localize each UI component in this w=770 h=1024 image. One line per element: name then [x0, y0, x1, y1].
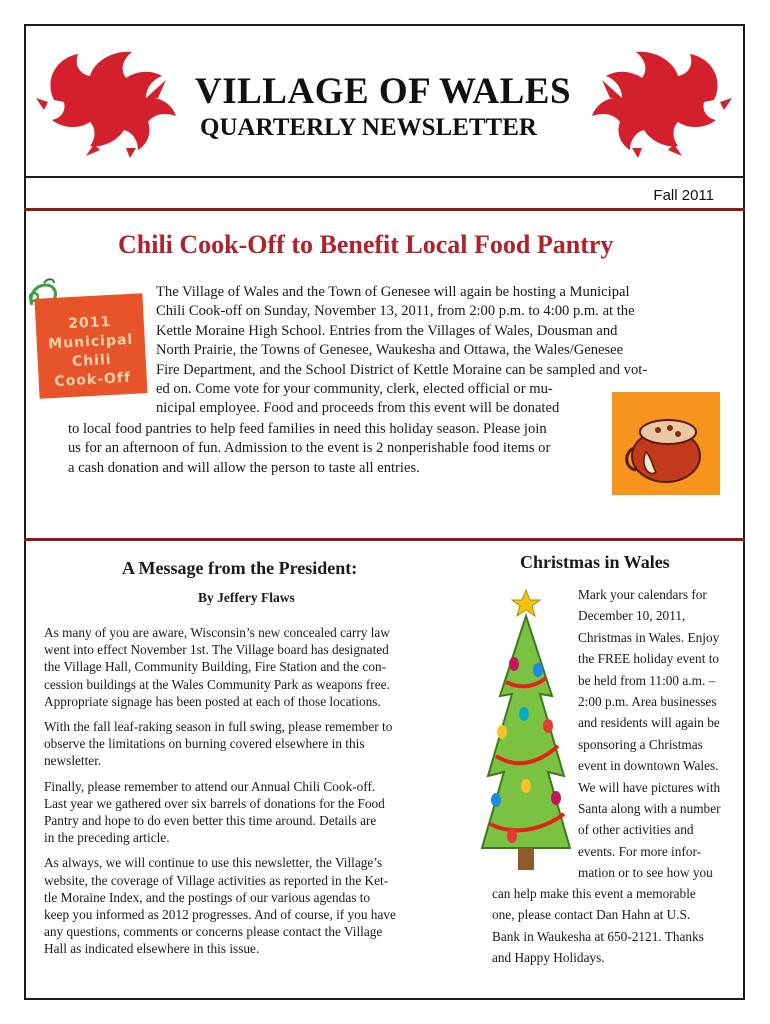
text-line: Appropriate signage has been posted at each of those locations. [44, 693, 381, 709]
text-line: Hall as indicated elsewhere in this issue. [44, 941, 260, 957]
text-line: December 10, 2011, [578, 608, 686, 624]
president-byline: By Jeffery Flaws [198, 590, 295, 605]
text-line: event in downtown Wales. [578, 758, 719, 774]
newsletter-subtitle: QUARTERLY NEWSLETTER [200, 114, 537, 141]
chili-cookoff-badge [34, 293, 147, 399]
text-line: Mark your calendars for [578, 587, 707, 602]
text-line: ed on. Come vote for your community, clerk, elected official or mu- [156, 381, 553, 398]
text-line: mation or to see how you [578, 865, 713, 881]
text-line: website, the coverage of Village activities as reported in the Ket- [44, 872, 389, 888]
text-line: The Village of Wales and the Town of Genesee will again be hosting a Municipal [156, 284, 630, 300]
text-line: Finally, please remember to attend our Annual Chili Cook-off. [44, 778, 376, 794]
text-line: Pantry and hope to do even better this time around. Details are [44, 813, 377, 829]
president-message-body [44, 624, 474, 966]
text-line: We will have pictures with [578, 779, 721, 795]
red-dragon-icon [34, 40, 184, 158]
paragraph [44, 854, 474, 957]
badge-line: Cook-Off [54, 369, 132, 390]
issue-date: Fall 2011 [653, 187, 714, 204]
text-line: sponsoring a Christmas [578, 736, 703, 752]
text-line: us for an afternoon of fun. Admission to the event is 2 nonperishable food items or [68, 440, 551, 457]
red-dragon-icon [584, 40, 734, 158]
newsletter-title: VILLAGE OF WALES [195, 71, 572, 112]
text-line: keep you informed as 2012 progresses. And of course, if you have [44, 907, 396, 923]
text-line: one, please contact Dan Hahn at U.S. [492, 907, 691, 923]
text-line: With the fall leaf-raking season in full swing, please remember to [44, 719, 393, 735]
text-line: of other activities and [578, 822, 694, 838]
divider [24, 208, 745, 211]
text-line: a cash donation and will allow the person to taste all entries. [68, 459, 420, 476]
paragraph [44, 778, 474, 847]
text-line: North Prairie, the Towns of Genesee, Waukesha and Ottawa, the Wales/Genesee [156, 342, 624, 359]
text-line: in the preceding article. [44, 830, 170, 846]
text-line: Last year we gathered over six barrels of donations for the Food [44, 795, 385, 811]
badge-line: Municipal [47, 331, 134, 353]
text-line: tle Moraine Index, and the postings of our various agendas to [44, 889, 371, 905]
text-line: events. For more infor- [578, 843, 702, 859]
text-line: As many of you are aware, Wisconsin’s new concealed carry law [44, 625, 390, 640]
text-line: observe the limitations on burning covered elsewhere in this [44, 736, 365, 752]
divider [24, 176, 745, 178]
text-line: be held from 11:00 a.m. – [578, 672, 716, 688]
paragraph [44, 718, 474, 770]
text-line: any questions, comments or concerns please contact the Village [44, 924, 383, 940]
text-line: and Happy Holidays. [492, 950, 605, 966]
christmas-article-body-cont [492, 883, 704, 969]
chili-pot-illustration [612, 392, 720, 495]
text-line: the Village Hall, Community Building, Fire Station and the con- [44, 659, 387, 675]
text-line: nicipal employee. Food and proceeds from this event will be donated [156, 400, 560, 417]
christmas-heading: Christmas in Wales [520, 552, 670, 572]
text-line: Chili Cook-off on Sunday, November 13, 2011, from 2:00 p.m. to 4:00 p.m. at the [156, 303, 635, 320]
text-line: Santa along with a number [578, 801, 721, 817]
text-line: cession buildings at the Wales Community Park as weapons free. [44, 676, 390, 692]
badge-line: Chili [71, 351, 112, 371]
text-line: Kettle Moraine High School. Entries from the Villages of Wales, Dousman and [156, 322, 618, 339]
chili-pot-icon [612, 392, 720, 495]
christmas-tree-icon [478, 586, 574, 882]
text-line: Bank in Waukesha at 650-2121. Thanks [492, 928, 704, 944]
christmas-article-body [578, 584, 721, 884]
text-line: 2:00 p.m. Area businesses [578, 694, 717, 710]
text-line: can help make this event a memorable [492, 886, 696, 901]
text-line: to local food pantries to help feed families in need this holiday season. Please join [68, 421, 547, 437]
text-line: Fire Department, and the School District of Kettle Moraine can be sampled and vot- [156, 361, 648, 378]
chili-headline: Chili Cook-Off to Benefit Local Food Pantry [118, 230, 614, 259]
president-heading: A Message from the President: [122, 558, 358, 578]
divider [24, 538, 745, 541]
chili-article-body-cont [68, 420, 550, 478]
text-line: Christmas in Wales. Enjoy [578, 629, 720, 645]
text-line: and residents will again be [578, 715, 720, 731]
badge-line: 2011 [67, 313, 112, 333]
text-line: newsletter. [44, 753, 102, 769]
text-line: As always, we will continue to use this newsletter, the Village’s [44, 855, 383, 871]
paragraph [44, 624, 474, 710]
text-line: went into effect November 1st. The Village board has designated [44, 642, 389, 658]
text-line: the FREE holiday event to [578, 651, 720, 667]
